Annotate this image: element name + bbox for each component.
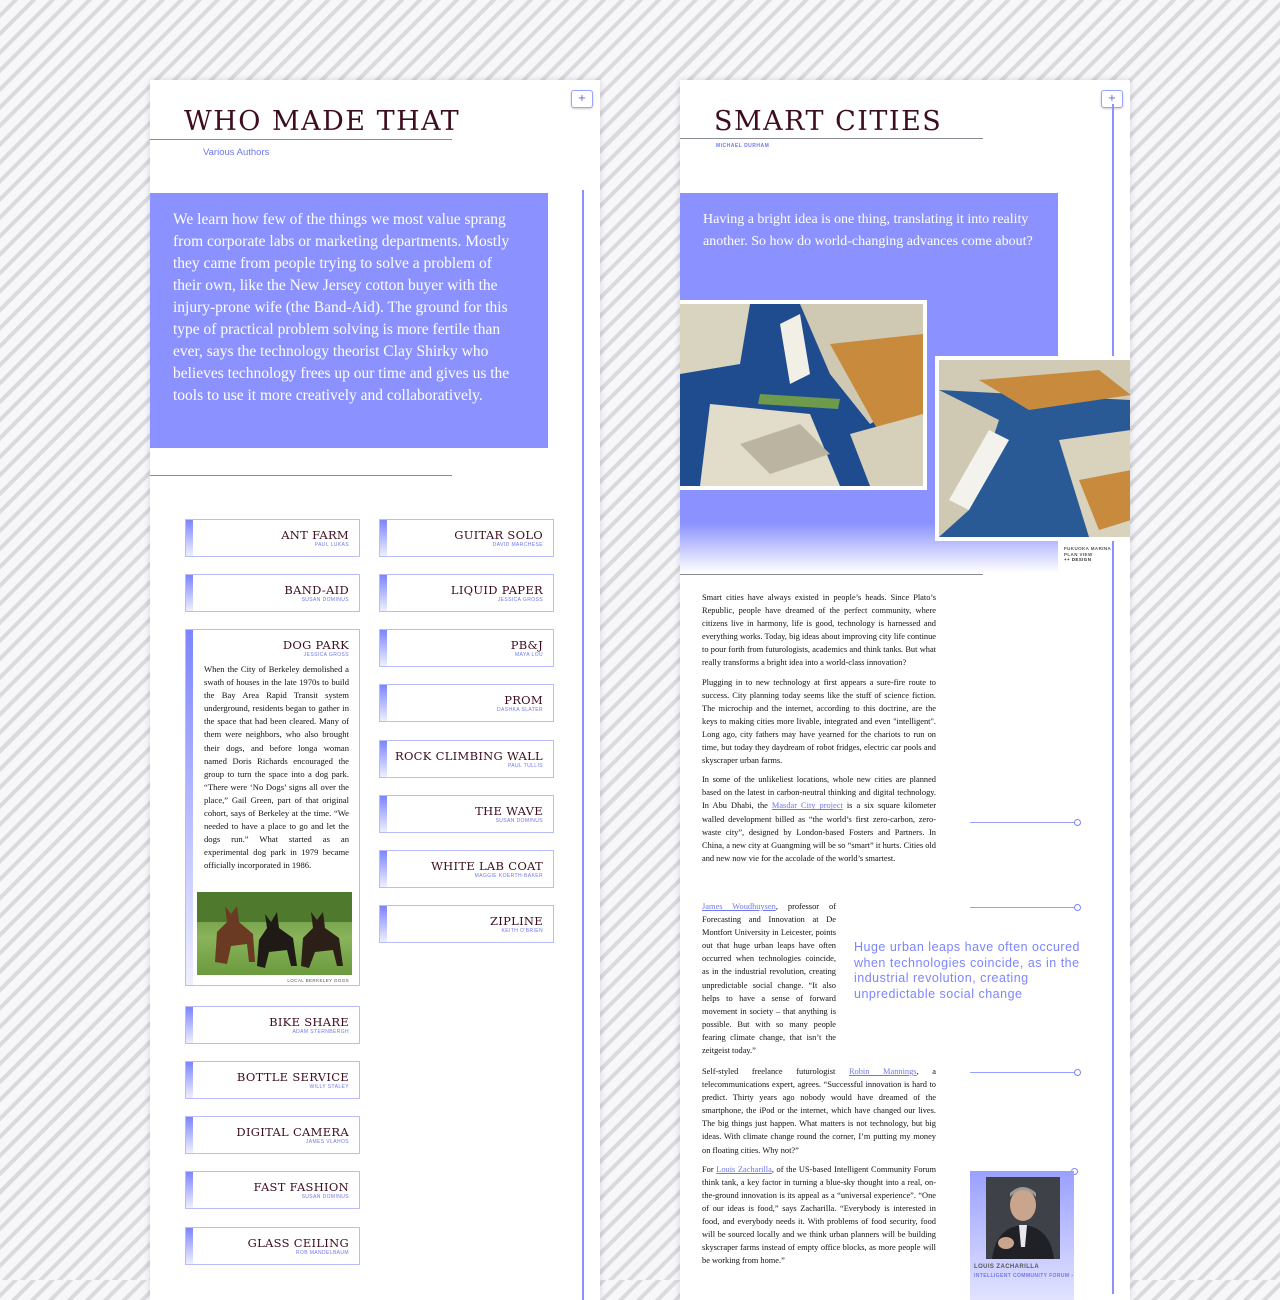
paragraph-6-text-a: For — [702, 1164, 717, 1174]
photo-caption-view: PLAN VIEW — [1064, 552, 1093, 557]
card-rock-climbing-wall[interactable] — [379, 740, 554, 778]
woudhuysen-link[interactable]: James Woudhuysen — [702, 902, 776, 911]
card-author: JESSICA GROSS — [303, 652, 349, 658]
card-fast-fashion[interactable] — [185, 1171, 360, 1209]
card-author: ADAM STERNBERGH — [292, 1029, 349, 1035]
zacharilla-portrait-card[interactable] — [970, 1171, 1074, 1300]
lede-text: Having a bright idea is one thing, translating it into reality another. So how do world-changing advances come about? — [703, 212, 1033, 249]
paragraph-4 — [702, 900, 836, 1057]
paragraph-1: Smart cities have always existed in people’s heads. Since Plato’s Republic, people have dreamed of the perfect community, where citizens live in harmony, life is good, technology is harnessed and everything works. Today, big ideas about improving city life continue to pour forth from futurologists, academics and think tanks. But what really transforms a bright idea into a world-class innovation? — [702, 593, 936, 668]
paragraph-2: Plugging in to new technology at first appears a sure-fire route to success. City planning today seems like the stuff of science fiction. The microchip and the internet, according to this doctrine, are the keys to making cities more livable, integrated and even "intelligent". Long ago, city fathers may have yearned for the chariots to run on time, but today they daydream of robot fridges, electric car pools and skyscraper urban farms. — [702, 677, 936, 766]
smart-cities-panel — [680, 80, 1130, 1300]
card-prom[interactable] — [379, 684, 554, 722]
intro-bottom-rule — [150, 475, 452, 476]
card-accent — [380, 741, 387, 777]
portrait-name: LOUIS ZACHARILLA — [974, 1264, 1040, 1270]
photo-caption-credit: ++ DESIGN — [1064, 557, 1092, 562]
timeline-connector — [970, 822, 1076, 823]
card-title: ZIPLINE — [489, 914, 543, 928]
zacharilla-link[interactable]: Louis Zacharilla — [716, 1164, 772, 1174]
paragraph-3 — [702, 773, 936, 865]
card-author: JESSICA GROSS — [497, 597, 543, 603]
paragraph-3-text-b: is a six square kilometer walled development billed as “the world’s first zero-carbon, zero-waste city”, designed by London-based Fosters and Partners. In China, a new city at Guangming will be so “smart” it hurts. Cities old and new now vie for the accolade of the world’s smartest. — [702, 801, 937, 863]
card-accent — [186, 1007, 193, 1043]
card-accent — [186, 1062, 193, 1098]
dog-photo-caption: LOCAL BERKELEY DOGS — [287, 978, 349, 983]
timeline-rule — [582, 190, 584, 1300]
pull-quote: Huge urban leaps have often occured when technologies coincide, as in the industrial revolution, creating unpredictable social change — [854, 940, 1080, 1001]
marina-aerial-illustration — [939, 360, 1130, 537]
card-title: PB&J — [510, 638, 543, 652]
card-title: PROM — [504, 693, 543, 707]
card-band-aid[interactable] — [185, 574, 360, 612]
card-liquid-paper[interactable] — [379, 574, 554, 612]
card-author: MAGGIE KOERTH-BAKER — [474, 873, 543, 879]
card-author: DASHKA SLATER — [497, 707, 543, 713]
expand-button[interactable]: + — [571, 90, 593, 108]
card-accent — [186, 1228, 193, 1264]
timeline-connector — [970, 907, 1076, 908]
card-accent — [380, 575, 387, 611]
paragraph-4-text: , professor of Forecasting and Innovation at De Montfort University in Leicester, points out that huge urban leaps have often occurred when technologies coincide, as in the industrial revolution, creating unpredictable social change. “It also helps to have a sense of forward movement in society – that anything is possible. But with so many people fearing climate change, that isn’t the zeitgeist today.” — [702, 902, 836, 1056]
dogs-illustration — [197, 892, 352, 975]
card-ant-farm[interactable] — [185, 519, 360, 557]
card-accent — [380, 685, 387, 721]
card-title: DIGITAL CAMERA — [236, 1125, 349, 1139]
expand-button[interactable]: + — [1101, 90, 1123, 108]
article-body-top — [702, 591, 936, 871]
dogs-photo — [197, 892, 352, 975]
card-title: BOTTLE SERVICE — [236, 1070, 349, 1084]
card-accent — [380, 630, 387, 666]
card-author: KEITH O'BRIEN — [501, 928, 543, 934]
card-title: FAST FASHION — [253, 1180, 349, 1194]
card-accent — [380, 851, 387, 887]
timeline-dot[interactable] — [1074, 819, 1081, 826]
card-bottle-service[interactable] — [185, 1061, 360, 1099]
paragraph-5 — [702, 1065, 936, 1157]
card-accent — [186, 1172, 193, 1208]
paragraph-5-text-a: Self-styled freelance futurologist — [702, 1067, 849, 1076]
mannings-link[interactable]: Robin Mannings — [848, 1067, 917, 1076]
who-made-that-panel — [150, 80, 600, 1300]
title-rule — [680, 138, 983, 139]
article-body-bottom — [702, 1065, 936, 1273]
card-title: GLASS CEILING — [247, 1236, 349, 1250]
portrait-photo — [986, 1177, 1060, 1259]
card-title: LIQUID PAPER — [450, 583, 543, 597]
card-title: BAND-AID — [284, 583, 349, 597]
card-accent — [380, 520, 387, 556]
page-title: SMART CITIES — [714, 106, 943, 137]
portrait-org-link[interactable]: INTELLIGENT COMMUNITY FORUM › — [974, 1273, 1074, 1279]
card-author: DAVID MARCHESE — [492, 542, 543, 548]
marina-map-illustration — [680, 304, 923, 486]
author-byline[interactable]: MICHAEL DURHAM — [716, 143, 770, 149]
timeline-connector — [970, 1072, 1076, 1073]
card-title: ANT FARM — [281, 528, 349, 542]
marina-photo-2 — [935, 356, 1130, 541]
card-author: SUSAN DOMINUS — [495, 818, 543, 824]
paragraph-3-text-a: In some of the unlikeliest locations, whole new cities are planned based on the latest in carbon-neutral thinking and digital technology. In Abu Dhabi, the — [702, 775, 936, 811]
card-title: BIKE SHARE — [269, 1015, 349, 1029]
title-rule — [150, 139, 452, 140]
card-digital-camera[interactable] — [185, 1116, 360, 1154]
card-author: PAUL TULLIS — [507, 763, 543, 769]
card-author: WILLY STALEY — [309, 1084, 349, 1090]
masdar-link[interactable]: Masdar City project — [771, 801, 843, 811]
card-title: GUITAR SOLO — [454, 528, 543, 542]
photo-caption-place: FUKUOKA MARINA — [1064, 546, 1112, 551]
card-dog-park-expanded[interactable] — [185, 629, 360, 986]
page-title: WHO MADE THAT — [184, 106, 461, 137]
card-accent — [186, 520, 193, 556]
card-title: WHITE LAB COAT — [431, 859, 543, 873]
card-bike-share[interactable] — [185, 1006, 360, 1044]
card-author: JAMES VLAHOS — [305, 1139, 349, 1145]
dog-park-story: When the City of Berkeley demolished a swath of houses in the late 1970s to build the Bay Area Rapid Transit system underground, residents began to gather in the space that had been cleared. Many of them were neighbors, who also brought their dogs, and before longa woman named Doris Richards encouraged the group to turn the space into a dog park. “There were ‘No Dogs’ signs all over the place,” Gail Green, part of that original cohort, says of Berkeley at the time. “We needed to have a place to go and let the dogs run.” What started as an experimental dog park in 1979 became officially incorporated in 1986. — [204, 664, 349, 871]
card-accent — [186, 1117, 193, 1153]
card-author: SUSAN DOMINUS — [301, 1194, 349, 1200]
card-author: PAUL LUKAS — [314, 542, 349, 548]
timeline-rule — [1112, 104, 1114, 1294]
card-glass-ceiling[interactable] — [185, 1227, 360, 1265]
card-author: MAYA LOU — [514, 652, 543, 658]
author-byline[interactable]: Various Authors — [203, 147, 270, 158]
card-author: ROB MANDELBAUM — [295, 1250, 349, 1256]
card-accent — [380, 796, 387, 832]
card-accent — [186, 575, 193, 611]
card-title: DOG PARK — [282, 638, 349, 652]
paragraph-5-text-b: , a telecommunications expert, agrees. “Successful innovation is hard to predict. Thirty years ago nobody would have dreamed of the smartphone, the iPod or the internet, which have changed our lives. The big things just happen. What matters is not technology, but big ideas. With climate change round the corner, I’m putting my money on floating cities. Why not?” — [702, 1067, 937, 1155]
paragraph-6-text-b: , of the US-based Intelligent Community Forum think tank, a key factor in turning a blue-sky thought into a real, on-the-ground innovation is its appeal as a “universal experience”. “One of our ideas is food,” says Zacharilla. “Everybody is interested in food, and everybody needs it. With problems of food security, food will be sourced locally and we think urban planners will be building skyscraper farms instead of empty office blocks, as more people will be working from home.” — [702, 1164, 936, 1266]
intro-text: We learn how few of the things we most value sprang from corporate labs or marketing departments. Mostly they came from people trying to solve a problem of their own, like the New Jersey cotton buyer with the injury-prone wife (the Band-Aid). The ground for this type of practical problem solving is more fertile than ever, says the technology theorist Clay Shirky who believes technology frees up our time and gives us the tools to use it more creatively and collaboratively. — [150, 193, 548, 448]
card-pb-and-j[interactable] — [379, 629, 554, 667]
card-title: THE WAVE — [475, 804, 543, 818]
card-accent — [380, 906, 387, 942]
card-white-lab-coat[interactable] — [379, 850, 554, 888]
marina-photo-1 — [680, 300, 927, 490]
timeline-dot[interactable] — [1074, 1069, 1081, 1076]
card-guitar-solo[interactable] — [379, 519, 554, 557]
paragraph-6 — [702, 1163, 936, 1268]
card-title: ROCK CLIMBING WALL — [394, 749, 543, 763]
article-body-narrow — [702, 900, 836, 1063]
card-author: SUSAN DOMINUS — [301, 597, 349, 603]
card-accent — [186, 630, 193, 985]
body-top-rule — [680, 574, 983, 575]
card-the-wave[interactable] — [379, 795, 554, 833]
timeline-dot[interactable] — [1074, 904, 1081, 911]
card-zipline[interactable] — [379, 905, 554, 943]
